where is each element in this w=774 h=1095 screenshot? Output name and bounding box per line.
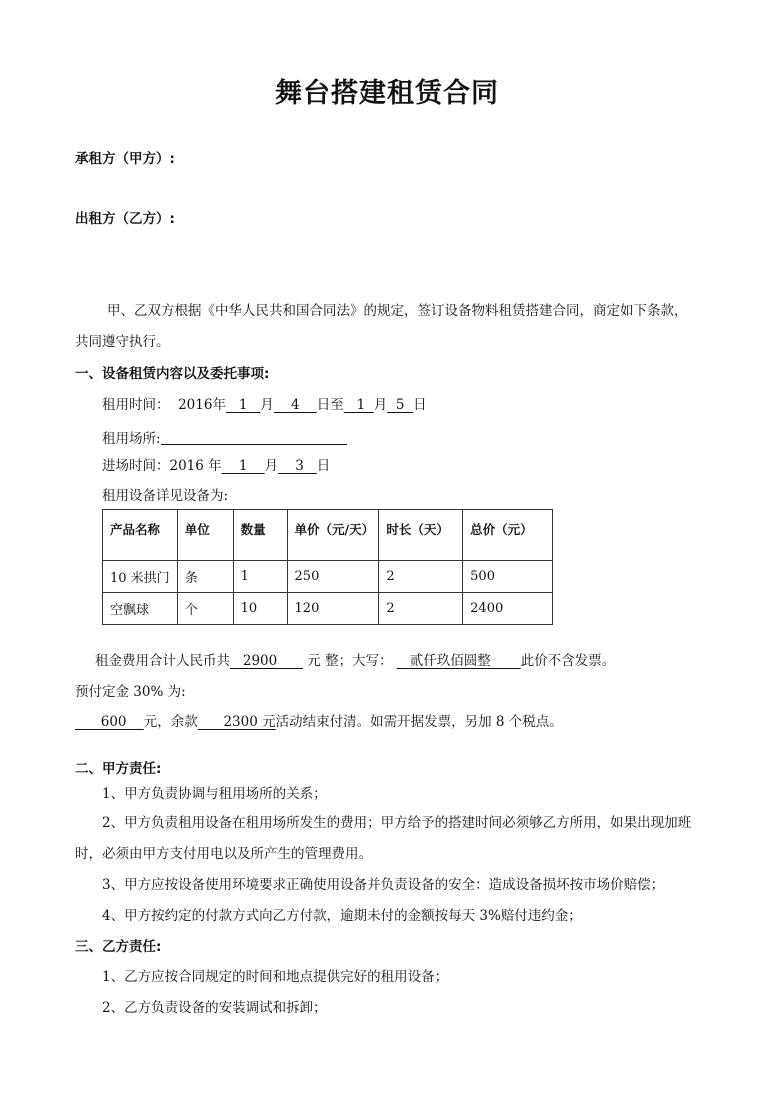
column-header: 时长（天）	[379, 510, 463, 561]
total-prefix: 租金费用合计人民币共	[95, 653, 230, 669]
rent-time-line	[102, 399, 427, 413]
section-3-heading: 三、乙方责任:	[75, 939, 162, 955]
section-2-item: 1、甲方负责协调与租用场所的关系；	[102, 786, 327, 802]
total-suffix: 此价不含发票。	[520, 653, 616, 669]
month-unit: 月	[260, 397, 274, 413]
entry-year: 2016	[169, 458, 204, 474]
table-cell: 250	[287, 561, 379, 593]
section-1-heading: 一、设备租赁内容以及委托事项:	[75, 366, 270, 382]
section-3-item: 1、乙方应按合同规定的时间和地点提供完好的租用设备；	[102, 969, 449, 985]
page-title: 舞台搭建租赁合同	[275, 78, 499, 109]
year-unit: 年	[212, 397, 226, 413]
rent-year: 2016	[178, 397, 213, 413]
section-3-item: 2、乙方负责设备的安装调试和拆卸；	[102, 1000, 327, 1016]
balance-amount: 2300 元	[223, 714, 276, 730]
table-header-row	[103, 510, 553, 561]
column-header: 单位	[177, 510, 233, 561]
entry-time-line	[102, 460, 330, 474]
table-cell: 2	[379, 561, 463, 593]
year-unit: 年	[208, 458, 222, 474]
deposit-suffix: 活动结束付清。如需开据发票，另加 8 个税点。	[275, 714, 563, 730]
deposit-line-2	[75, 716, 563, 730]
table-cell: 10 米拱门	[103, 561, 178, 593]
column-header: 总价（元）	[463, 510, 553, 561]
section-2-item: 时，必须由甲方支付用电以及所产生的管理费用。	[75, 846, 372, 862]
month-unit: 月	[373, 397, 388, 413]
table-cell: 空飘球	[103, 593, 178, 625]
intro-line-2: 共同遵守执行。	[75, 334, 170, 350]
total-amount: 2900	[242, 653, 278, 669]
venue-blank[interactable]	[161, 430, 347, 445]
entry-time-label: 进场时间：	[102, 458, 170, 474]
rent-start-day: 4	[290, 397, 300, 413]
equipment-table	[102, 509, 553, 625]
column-header: 产品名称	[103, 510, 178, 561]
day-to: 日至	[316, 397, 344, 413]
column-header: 单价（元/天）	[287, 510, 379, 561]
table-row	[103, 561, 553, 593]
month-unit: 月	[264, 458, 279, 474]
table-cell: 120	[287, 593, 379, 625]
venue-line	[102, 430, 347, 447]
day-unit: 日	[413, 397, 427, 413]
deposit-line-1: 预付定金 30% 为:	[75, 684, 186, 700]
equipment-intro: 租用设备详见设备为:	[102, 488, 229, 504]
table-cell: 2400	[463, 593, 553, 625]
total-line	[95, 655, 615, 669]
rent-end-month: 1	[356, 397, 366, 413]
intro-line-1: 甲、乙双方根据《中华人民共和国合同法》的规定，签订设备物料租赁搭建合同，商定如下条款，	[107, 303, 688, 319]
table-cell: 1	[233, 561, 287, 593]
section-2-item: 2、甲方负责租用设备在租用场所发生的费用；甲方给予的搭建时间必须够乙方所用，如果出现加班	[102, 815, 692, 831]
total-upper: 贰仟玖佰圆整	[409, 653, 491, 669]
table-cell: 个	[177, 593, 233, 625]
rent-start-month: 1	[238, 397, 248, 413]
deposit-amount: 600	[100, 714, 127, 730]
lessee-label: 承租方（甲方）:	[75, 151, 175, 167]
table-cell: 条	[177, 561, 233, 593]
lessor-label: 出租方（乙方）:	[75, 211, 175, 227]
section-2-item: 3、甲方应按设备使用环境要求正确使用设备并负责设备的安全：造成设备损坏按市场价赔偿；	[102, 877, 665, 893]
table-cell: 10	[233, 593, 287, 625]
total-mid: 元 整；大写：	[307, 653, 393, 669]
deposit-mid: 元，余款	[143, 714, 198, 730]
table-cell: 500	[463, 561, 553, 593]
rent-time-label: 租用时间：	[102, 397, 170, 413]
day-unit: 日	[316, 458, 331, 474]
venue-label: 租用场所:	[102, 431, 161, 447]
column-header: 数量	[233, 510, 287, 561]
table-cell: 2	[379, 593, 463, 625]
table-row	[103, 593, 553, 625]
section-2-item: 4、甲方按约定的付款方式向乙方付款，逾期未付的金额按每天 3%赔付违约金；	[102, 908, 582, 924]
rent-end-day: 5	[395, 397, 405, 413]
entry-day: 3	[295, 458, 304, 474]
entry-month: 1	[238, 458, 248, 474]
section-2-heading: 二、甲方责任:	[75, 761, 162, 777]
